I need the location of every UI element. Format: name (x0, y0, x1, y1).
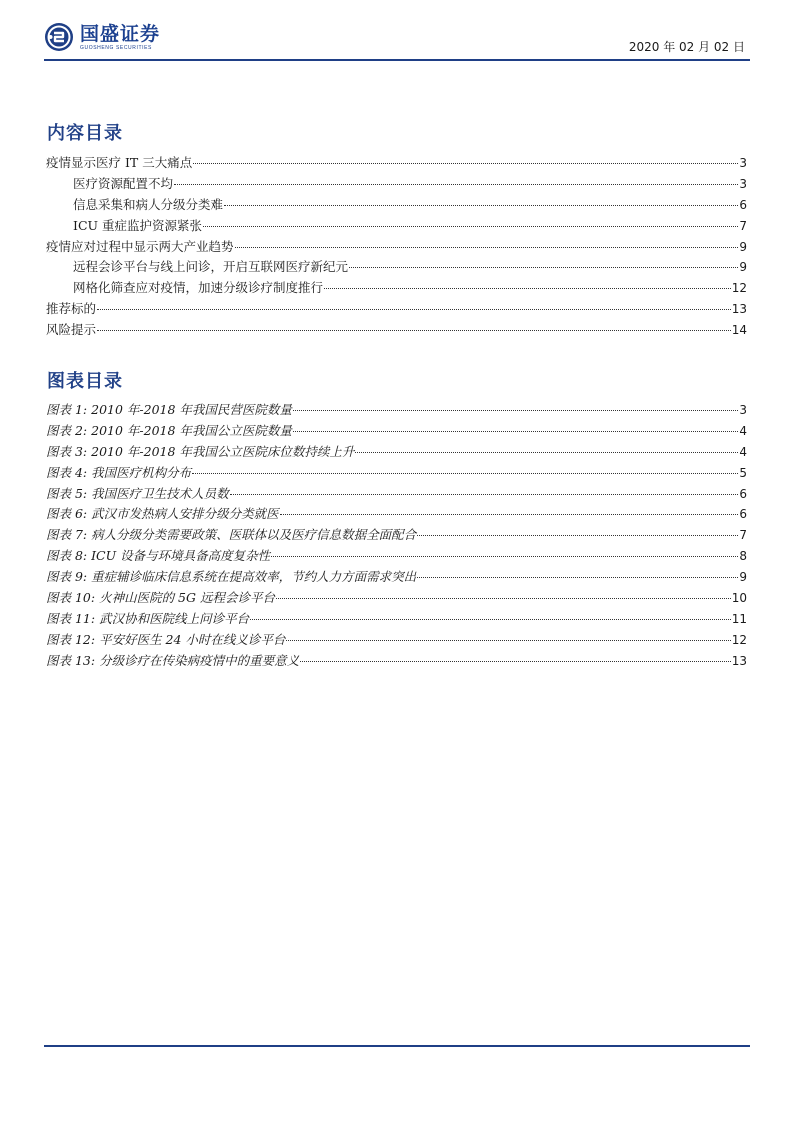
figure-entry[interactable] (46, 442, 747, 463)
toc-entry-title: 网格化筛查应对疫情，加速分级诊疗制度推行 (73, 280, 324, 296)
figure-entry-title: 图表 2: 2010 年-2018 年我国公立医院数量 (46, 422, 292, 438)
toc-entry-title: 远程会诊平台与线上问诊，开启互联网医疗新纪元 (73, 259, 349, 275)
toc-entry-page-number: 3 (739, 176, 747, 191)
logo-chinese-name: 国盛证券 (80, 22, 161, 45)
figure-entry[interactable] (46, 525, 747, 546)
report-date: 2020 年 02 月 02 日 (628, 40, 745, 54)
toc-entry-page-number: 3 (739, 156, 747, 170)
dot-leader (286, 640, 730, 641)
figures-heading: 图表目录 (47, 371, 123, 392)
toc-entry[interactable] (46, 320, 747, 341)
dot-leader (293, 431, 738, 432)
toc-entry-page-number: 12 (731, 281, 747, 296)
figure-entry-page-number: 6 (739, 486, 747, 501)
figure-entry-page-number: 13 (731, 653, 747, 668)
figure-entry[interactable] (46, 400, 747, 421)
dot-leader (203, 226, 738, 227)
dot-leader (230, 494, 739, 495)
toc-entry-title: 疫情显示医疗 IT 三大痛点 (46, 155, 193, 170)
figure-entry-title: 图表 12: 平安好医生 24 小时在线义诊平台 (46, 631, 286, 647)
figure-entry-page-number: 3 (739, 403, 747, 417)
figure-entry-title: 图表 9: 重症辅诊临床信息系统在提高效率，节约人力方面需求突出 (46, 569, 417, 585)
footer-divider (44, 1045, 750, 1047)
figure-entry-page-number: 8 (739, 549, 747, 564)
dot-leader (192, 473, 738, 474)
figure-entry[interactable] (46, 651, 747, 672)
dot-leader (355, 452, 738, 453)
page-header (0, 0, 793, 64)
figure-entry[interactable] (46, 609, 747, 630)
contents-heading: 内容目录 (47, 123, 123, 144)
logo-english-name: GUOSHENG SECURITIES (80, 44, 152, 51)
toc-entry-page-number: 6 (739, 197, 747, 212)
dot-leader (174, 184, 738, 185)
figure-entry-title: 图表 1: 2010 年-2018 年我国民营医院数量 (46, 402, 292, 417)
dot-leader (97, 330, 731, 331)
figure-entry-page-number: 12 (731, 632, 747, 647)
dot-leader (97, 309, 731, 310)
toc-entry[interactable] (46, 195, 747, 216)
figure-entry-title: 图表 7: 病人分级分类需要政策、医联体以及医疗信息数据全面配合 (46, 527, 417, 543)
dot-leader (324, 288, 731, 289)
toc-entry[interactable] (46, 153, 747, 174)
toc-entry-title: ICU 重症监护资源紧张 (73, 217, 203, 233)
figure-entry-title: 图表 6: 武汉市发热病人安排分级分类就医 (46, 506, 279, 522)
figure-entry[interactable] (46, 463, 747, 484)
figure-entry-page-number: 5 (739, 465, 747, 480)
dot-leader (300, 661, 731, 662)
toc-entry-page-number: 13 (731, 302, 747, 317)
dot-leader (235, 247, 739, 248)
figure-entry[interactable] (46, 504, 747, 525)
dot-leader (293, 410, 738, 411)
figure-entry-page-number: 6 (739, 507, 747, 522)
figure-entry-title: 图表 5: 我国医疗卫生技术人员数 (46, 485, 229, 501)
toc-entry[interactable] (46, 216, 747, 237)
toc-entry-title: 风险提示 (46, 322, 97, 338)
figure-entry-title: 图表 10: 火神山医院的 5G 远程会诊平台 (46, 590, 275, 606)
dot-leader (271, 556, 738, 557)
dot-leader (417, 535, 738, 536)
toc-entry[interactable] (46, 257, 747, 278)
toc-entry[interactable] (46, 278, 747, 299)
figure-entry-page-number: 9 (739, 570, 747, 585)
header-divider (44, 59, 750, 61)
dot-leader (349, 267, 738, 268)
figure-entry-page-number: 4 (739, 423, 747, 438)
figure-entry[interactable] (46, 421, 747, 442)
toc-entry-page-number: 7 (739, 218, 747, 233)
dot-leader (193, 163, 738, 164)
figure-entry-page-number: 4 (739, 444, 747, 459)
figure-entry-title: 图表 3: 2010 年-2018 年我国公立医院床位数持续上升 (46, 443, 355, 459)
toc-entry-title: 疫情应对过程中显示两大产业趋势 (46, 238, 234, 254)
figure-entry[interactable] (46, 588, 747, 609)
figure-entry[interactable] (46, 546, 747, 567)
toc-entry-title: 推荐标的 (46, 301, 97, 317)
dot-leader (276, 598, 731, 599)
dot-leader (250, 619, 731, 620)
figure-entry-title: 图表 13: 分级诊疗在传染病疫情中的重要意义 (46, 652, 300, 668)
toc-entry-page-number: 14 (731, 323, 747, 338)
contents-list (46, 153, 747, 341)
toc-entry[interactable] (46, 174, 747, 195)
company-logo (44, 22, 160, 52)
figure-entry[interactable] (46, 484, 747, 505)
figure-entry-title: 图表 4: 我国医疗机构分布 (46, 464, 192, 480)
dot-leader (224, 205, 738, 206)
figure-entry[interactable] (46, 630, 747, 651)
figure-entry-page-number: 11 (731, 611, 747, 626)
dot-leader (280, 514, 739, 515)
toc-entry[interactable] (46, 299, 747, 320)
figures-list (46, 400, 747, 672)
toc-entry-title: 医疗资源配置不均 (73, 175, 174, 191)
figure-entry-title: 图表 8: ICU 设备与环境具备高度复杂性 (46, 548, 271, 564)
figure-entry-page-number: 10 (731, 591, 747, 606)
toc-entry[interactable] (46, 237, 747, 258)
toc-entry-page-number: 9 (739, 260, 747, 275)
figure-entry[interactable] (46, 567, 747, 588)
dot-leader (417, 577, 738, 578)
toc-entry-page-number: 9 (739, 239, 747, 254)
figure-entry-title: 图表 11: 武汉协和医院线上问诊平台 (46, 610, 250, 626)
guosheng-logo-icon (44, 22, 74, 52)
toc-entry-title: 信息采集和病人分级分类难 (73, 196, 224, 212)
figure-entry-page-number: 7 (739, 528, 747, 543)
